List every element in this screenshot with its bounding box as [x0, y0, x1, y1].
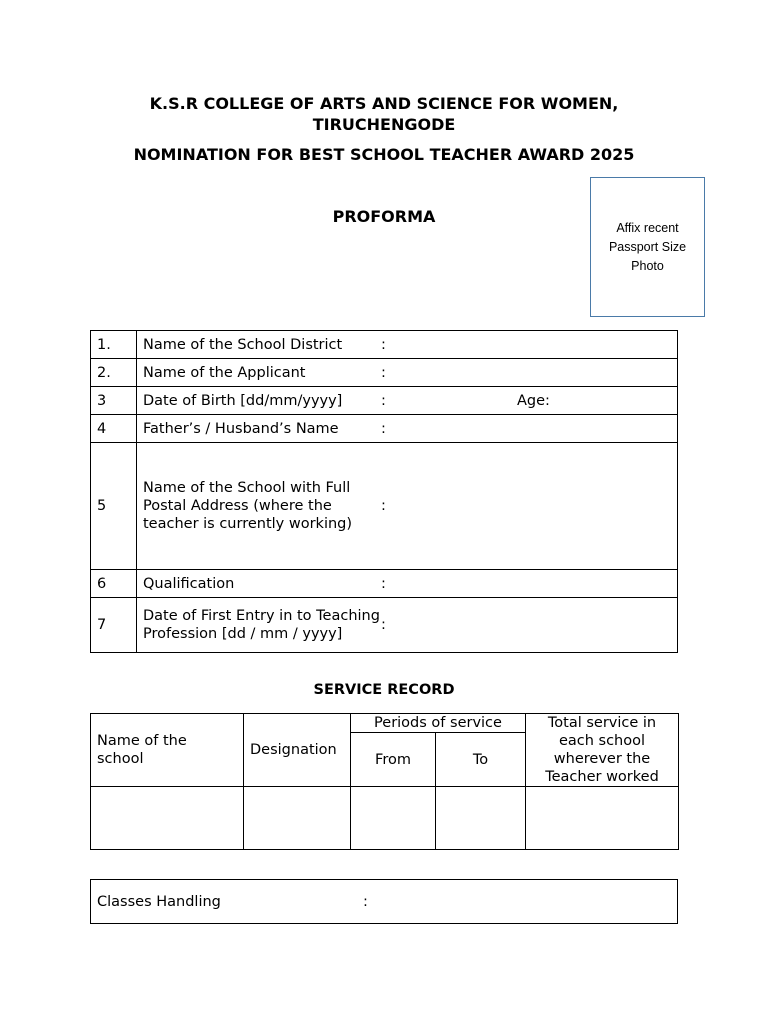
cell-school-name[interactable] — [91, 787, 244, 850]
table-row — [91, 787, 679, 850]
table-row — [91, 598, 678, 653]
row-number: 2. — [91, 359, 137, 387]
field-label: Name of the School District — [143, 336, 343, 353]
row-number: 6 — [91, 570, 137, 598]
field-date-of-birth[interactable] — [137, 387, 678, 415]
table-header-row — [91, 714, 679, 733]
field-colon: : — [381, 420, 386, 437]
award-title: NOMINATION FOR BEST SCHOOL TEACHER AWARD 2025 — [133, 145, 635, 164]
age-label: Age: — [517, 392, 550, 409]
field-colon: : — [381, 392, 386, 409]
field-label: Name of the School with Full Postal Address (where the teacher is currently working) — [143, 480, 353, 532]
field-qualification[interactable] — [137, 570, 678, 598]
cell-to[interactable] — [436, 787, 526, 850]
header-from: From — [351, 733, 436, 787]
field-colon: : — [363, 893, 368, 910]
cell-designation[interactable] — [244, 787, 351, 850]
header-periods-of-service: Periods of service — [351, 714, 526, 733]
photo-text-line1: Affix recent — [616, 220, 679, 235]
service-record-table — [90, 713, 679, 850]
college-name — [0, 93, 768, 135]
table-row — [91, 387, 678, 415]
field-label: Classes Handling — [97, 893, 221, 910]
row-number: 1. — [91, 331, 137, 359]
table-row — [91, 331, 678, 359]
table-row — [91, 880, 678, 924]
classes-handling-table — [90, 879, 678, 924]
photo-text-line3: Photo — [631, 258, 664, 273]
field-applicant-name[interactable] — [137, 359, 678, 387]
field-colon: : — [381, 336, 386, 353]
college-name-line2: TIRUCHENGODE — [312, 115, 456, 134]
row-number: 5 — [91, 443, 137, 570]
header-total-service: Total service in each school wherever the Teacher worked — [526, 714, 679, 787]
row-number: 3 — [91, 387, 137, 415]
cell-total-service[interactable] — [526, 787, 679, 850]
field-label: Date of First Entry in to Teaching Profession [dd / mm / yyyy] — [143, 608, 380, 642]
field-colon: : — [381, 498, 386, 514]
table-row — [91, 570, 678, 598]
cell-from[interactable] — [351, 787, 436, 850]
row-number: 4 — [91, 415, 137, 443]
photo-text-line2: Passport Size — [608, 239, 687, 254]
college-name-line1: K.S.R COLLEGE OF ARTS AND SCIENCE FOR WOMEN, — [149, 94, 619, 113]
row-number: 7 — [91, 598, 137, 653]
table-row — [91, 443, 678, 570]
proforma-title: PROFORMA — [332, 207, 436, 226]
field-classes-handling[interactable] — [91, 880, 678, 924]
photo-placeholder-box[interactable] — [590, 177, 705, 317]
field-first-entry-date[interactable] — [137, 598, 678, 653]
header-designation: Designation — [244, 714, 351, 787]
table-row — [91, 415, 678, 443]
service-record-title: SERVICE RECORD — [313, 682, 455, 698]
field-label: Date of Birth [dd/mm/yyyy] — [143, 392, 343, 409]
field-label: Qualification — [143, 575, 235, 592]
field-school-district[interactable] — [137, 331, 678, 359]
field-school-address[interactable] — [137, 443, 678, 570]
header-to: To — [436, 733, 526, 787]
field-colon: : — [381, 575, 386, 592]
applicant-details-table — [90, 330, 678, 653]
field-father-husband-name[interactable] — [137, 415, 678, 443]
field-colon: : — [381, 364, 386, 381]
field-colon: : — [381, 617, 386, 633]
field-label: Name of the Applicant — [143, 364, 306, 381]
header-school-name: Name of the school — [91, 714, 244, 787]
field-label: Father’s / Husband’s Name — [143, 420, 339, 437]
table-row — [91, 359, 678, 387]
